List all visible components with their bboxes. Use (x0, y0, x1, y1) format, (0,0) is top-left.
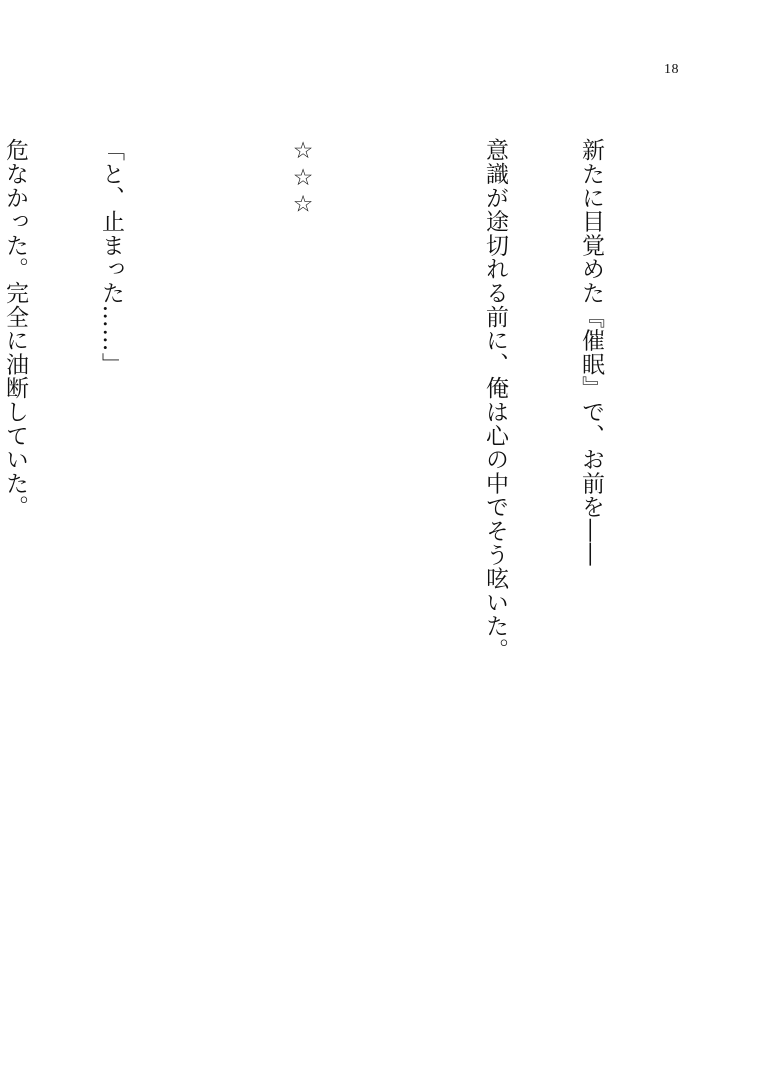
blank-line (383, 138, 415, 968)
text-line: 危なかった。完全に油断していた。 (2, 138, 28, 519)
page-number: 18 (664, 62, 679, 77)
vertical-text-body (0, 138, 671, 968)
text-line: 「と、止まった……」 (98, 138, 124, 376)
text-line: 新たに目覚めた『催眠』で、お前を―― (578, 138, 604, 567)
blank-line (191, 138, 223, 968)
text-line: 意識が途切れる前に、俺は心の中でそう呟いた。 (482, 138, 508, 662)
section-break: ☆☆☆ (290, 138, 316, 219)
